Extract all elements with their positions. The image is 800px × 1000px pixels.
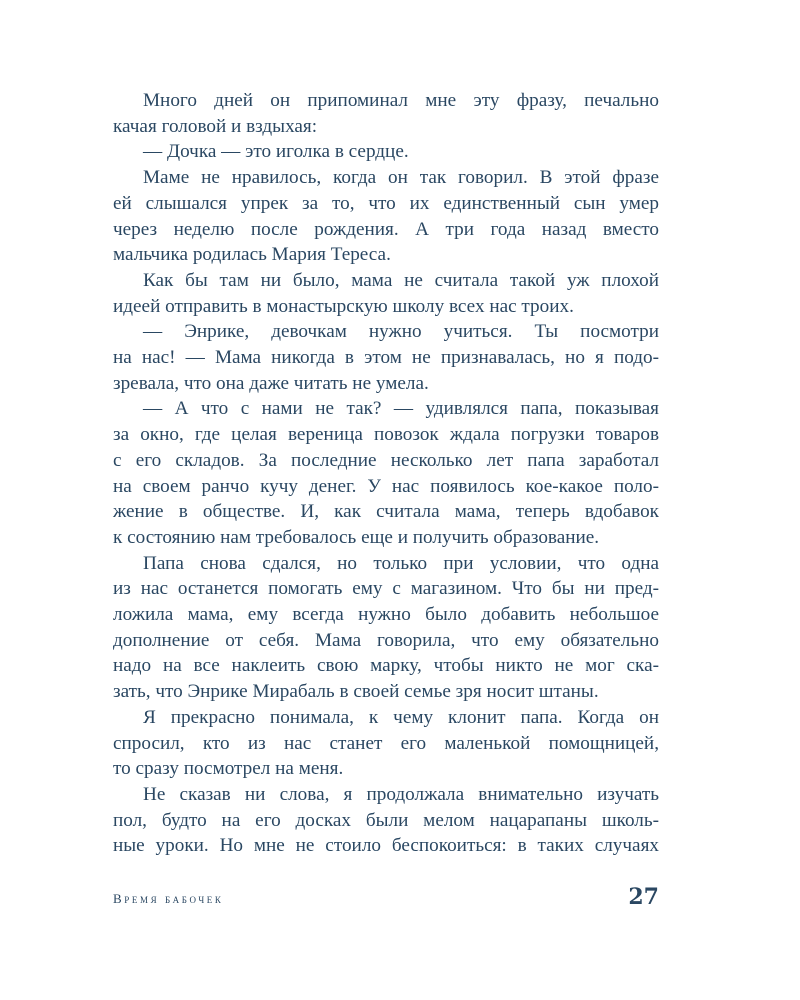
text-line: ей слышался упрек за то, что их единственный сын умер	[113, 192, 659, 214]
text-line: пол, будто на его досках были мелом нацарапаны школь-	[113, 809, 659, 831]
text-line: Я прекрасно понимала, к чему клонит папа. Когда он	[143, 706, 659, 728]
text-line: жение в обществе. И, как считала мама, теперь вдобавок	[113, 501, 659, 523]
text-line: за окно, где целая вереница повозок ждала погрузки товаров	[113, 424, 659, 446]
text-line: ные уроки. Но мне не стоило беспокоиться: в таких случаях	[113, 835, 659, 857]
running-title: Время бабочек	[113, 891, 224, 906]
text-line: из нас останется помогать ему с магазином. Что бы ни пред-	[113, 578, 659, 600]
text-line: идеей отправить в монастырскую школу всех нас троих.	[113, 295, 574, 317]
text-line: — Дочка — это иголка в сердце.	[143, 141, 409, 163]
text-line: — Энрике, девочкам нужно учиться. Ты посмотри	[143, 321, 659, 343]
text-line: через неделю после рождения. А три года назад вместо	[113, 218, 659, 240]
body-text	[113, 88, 659, 859]
text-line: ложила мама, ему всегда нужно было добавить небольшое	[113, 604, 659, 626]
text-line: с его складов. За последние несколько лет папа заработал	[113, 449, 659, 471]
text-line: Много дней он припоминал мне эту фразу, печально	[143, 90, 659, 111]
page-number: 27	[628, 884, 659, 910]
text-line: спросил, кто из нас станет его маленькой помощницей,	[113, 732, 659, 754]
text-line: Не сказав ни слова, я продолжала внимательно изучать	[143, 783, 659, 805]
text-line: Папа снова сдался, но только при условии, что одна	[143, 552, 659, 574]
text-line: — А что с нами не так? — удивлялся папа, показывая	[143, 398, 659, 420]
text-line: надо на все наклеить свою марку, чтобы никто не мог ска-	[113, 655, 659, 677]
text-line: то сразу посмотрел на меня.	[113, 758, 344, 780]
text-line: дополнение от себя. Мама говорила, что ему обязательно	[113, 629, 659, 651]
text-line: на своем ранчо кучу денег. У нас появилось кое-какое поло-	[113, 475, 659, 497]
text-line: зревала, что она даже читать не умела.	[113, 372, 429, 394]
text-line: к состоянию нам требовалось еще и получить образование.	[113, 526, 600, 548]
text-line: мальчика родилась Мария Тереса.	[113, 244, 391, 266]
text-line: Маме не нравилось, когда он так говорил. В этой фразе	[143, 167, 659, 189]
text-line: зать, что Энрике Мирабаль в своей семье зря носит штаны.	[113, 681, 599, 703]
text-line: качая головой и вздыхая:	[113, 115, 318, 137]
text-line: Как бы там ни было, мама не считала такой уж плохой	[143, 269, 659, 291]
text-line: на нас! — Мама никогда в этом не признавалась, но я подо-	[113, 347, 659, 369]
